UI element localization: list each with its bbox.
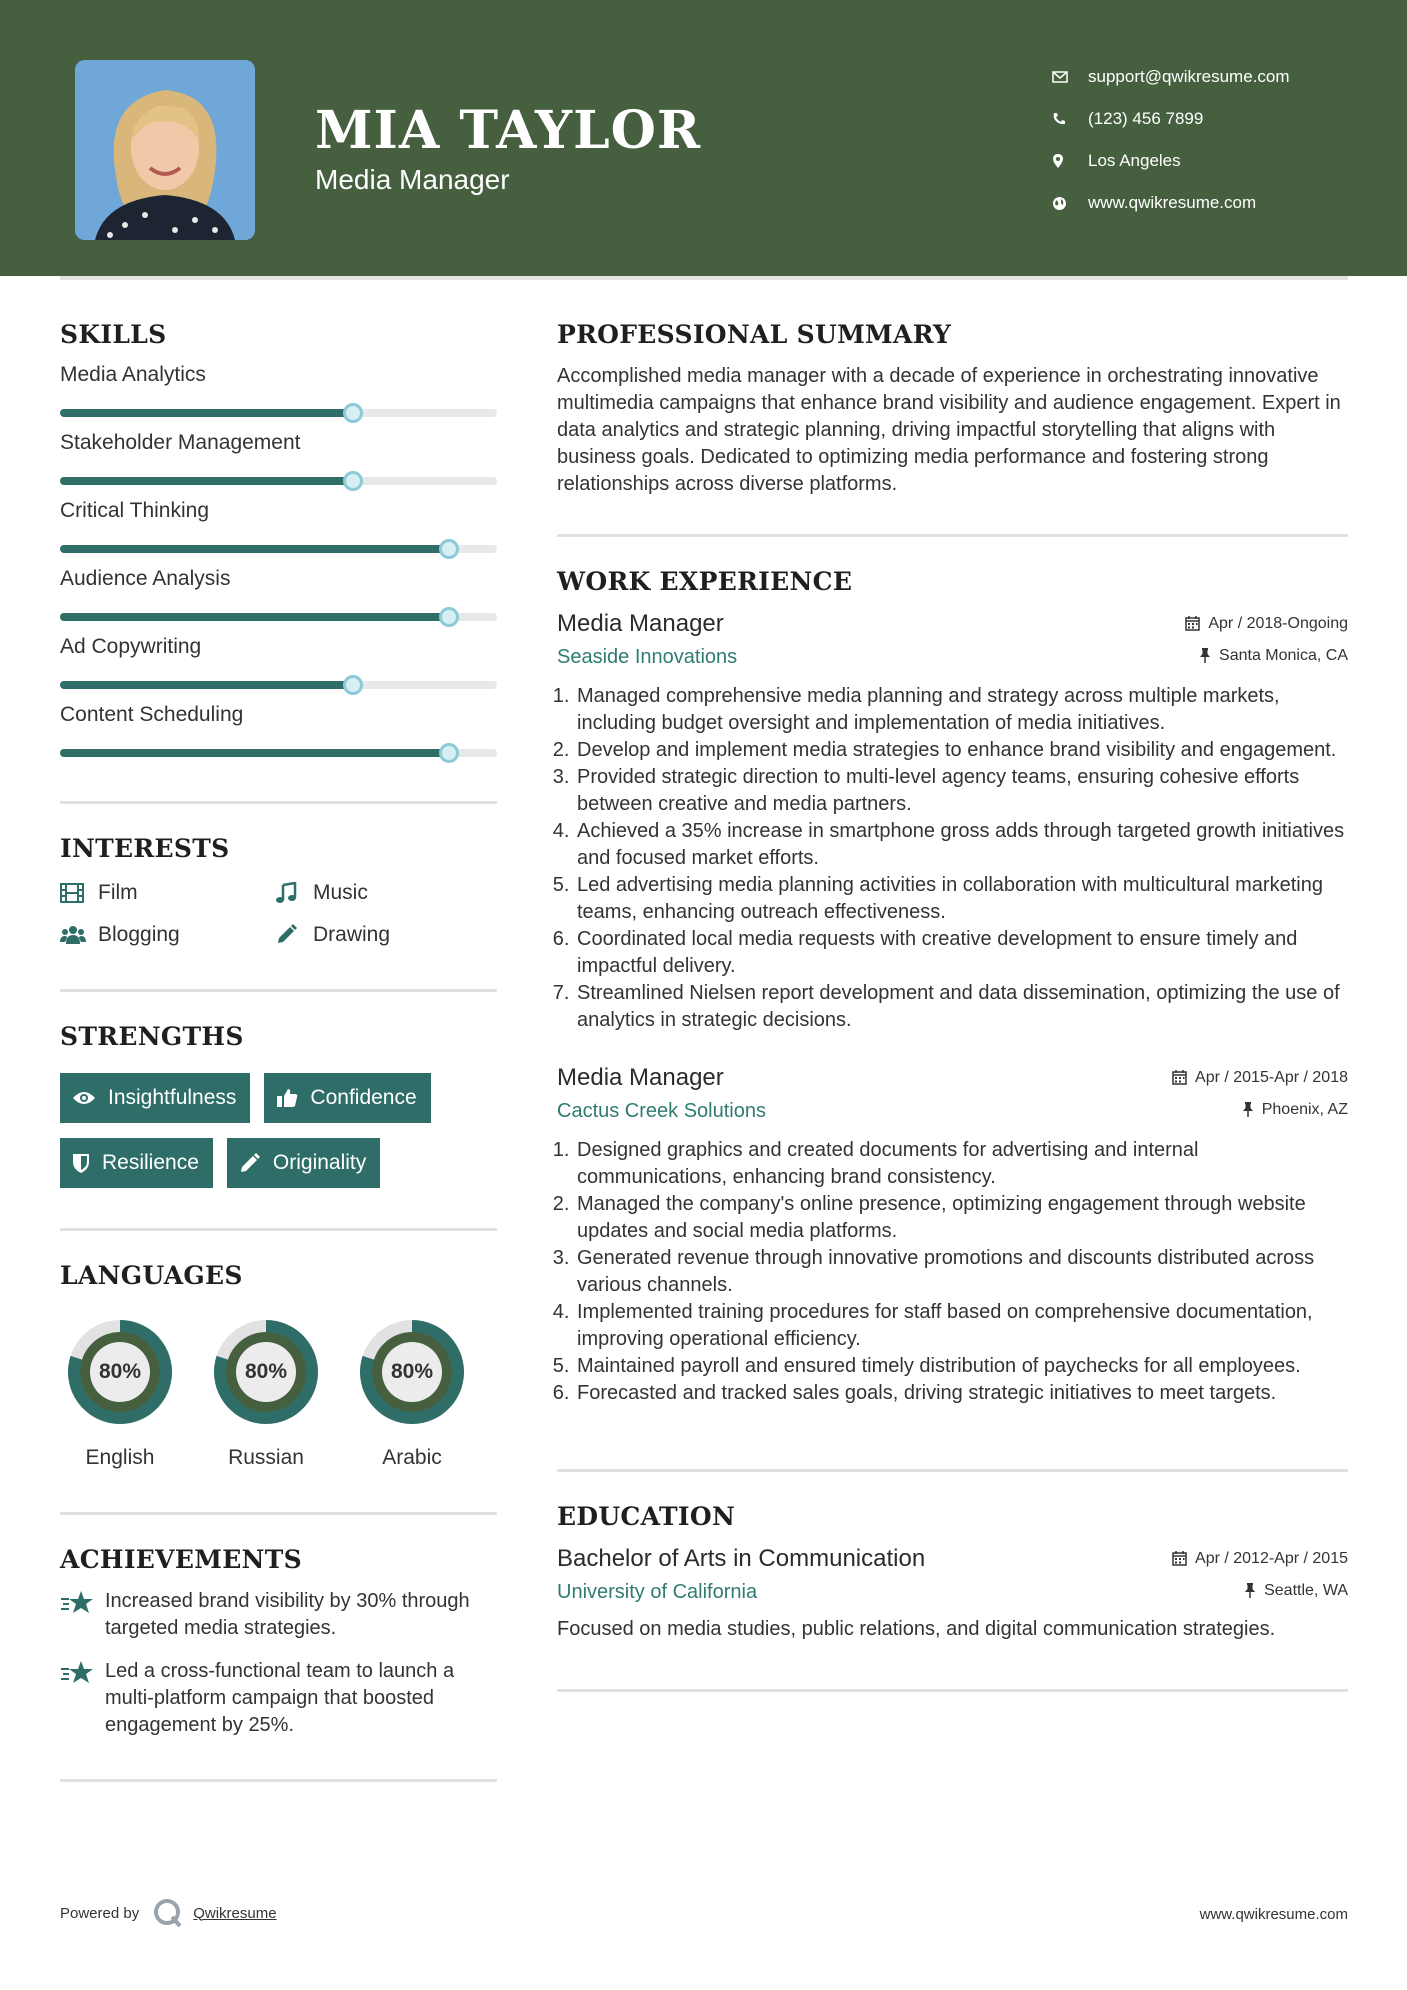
languages-list [60,1312,497,1470]
header-divider [60,276,1348,280]
footer-website[interactable]: www.qwikresume.com [1199,1906,1348,1923]
contact-phone[interactable] [1050,98,1370,140]
skill-bar-fill [60,545,449,553]
map-pin-icon [1050,153,1088,169]
section-divider [60,1512,497,1515]
skill-bar [60,409,497,417]
languages-heading: LANGUAGES [60,1261,243,1290]
education-school: University of California [557,1581,758,1603]
music-icon [275,882,313,904]
summary-text: Accomplished media manager with a decade of experience in orchestrating innovative multimedia campaigns that enhance brand visibility and audience engagement. Expert in data analytics and strategic planning, driving impactful storytelling that aligns with business goals. Dedicated to optimizing media performance and fostering strong relationships across diverse platforms. [557,365,1341,495]
skill-bar [60,545,497,553]
qwikresume-link[interactable]: Qwikresume [193,1904,277,1922]
skills-heading: SKILLS [60,320,167,349]
job-company: Cactus Creek Solutions [557,1100,766,1122]
interest-label: Drawing [313,923,391,946]
phone-icon [1050,112,1088,126]
language-ring [206,1312,326,1432]
job-dates [1172,1069,1348,1087]
calendar-icon [1185,616,1200,631]
contact-email-text: support@qwikresume.com [1088,67,1290,86]
language-item [352,1312,472,1470]
strengths-heading: STRENGTHS [60,1022,244,1051]
job-bullet: 2. Develop and implement media strategies to enhance brand visibility and engagement. [575,737,1348,764]
skill-bar [60,681,497,689]
language-ring [60,1312,180,1432]
job-location [1242,1101,1348,1119]
calendar-icon [1172,1551,1187,1566]
strength-tag [60,1073,250,1123]
skill-bar-knob [439,607,459,627]
qwikresume-logo-icon [153,1898,183,1928]
job-bullets [557,1137,1348,1407]
language-percent: 80% [244,1360,288,1383]
pencil-icon [275,924,313,946]
achievements-heading: ACHIEVEMENTS [60,1545,302,1574]
job-company: Seaside Innovations [557,646,738,668]
pushpin-icon [1199,648,1211,663]
job-bullet: 3. Generated revenue through innovative promotions and discounts distributed across various channels. [575,1245,1348,1299]
skill-bar-fill [60,749,449,757]
achievement-text: Increased brand visibility by 30% through targeted media strategies. [105,1590,470,1639]
contact-location-text: Los Angeles [1088,151,1181,170]
job-bullet: 5. Led advertising media planning activities in collaboration with multicultural marketing teams, enhancing outreach effectiveness. [575,872,1348,926]
job-location [1199,647,1348,665]
skill-name: Media Analytics [60,363,206,386]
section-divider [557,534,1348,537]
skill-name: Critical Thinking [60,499,209,522]
job-entry [557,1064,1348,1407]
skill-bar-knob [439,743,459,763]
interest-item [275,881,490,905]
skill-bar-fill [60,477,353,485]
users-icon [60,925,98,945]
education-dates [1172,1550,1348,1568]
job-bullet: 1. Designed graphics and created documents for advertising and internal communications, enhancing brand consistency. [575,1137,1348,1191]
skill-bar-knob [343,675,363,695]
strength-label: Insightfulness [108,1086,237,1109]
strength-label: Resilience [102,1151,199,1174]
interest-label: Blogging [98,923,180,946]
skill-bar-knob [439,539,459,559]
pushpin-icon [1242,1102,1254,1117]
skill-item [60,499,497,553]
language-label: English [85,1446,155,1469]
language-percent: 80% [98,1360,142,1383]
interest-item [60,923,275,947]
language-percent: 80% [390,1360,434,1383]
left-column [60,320,497,1782]
interest-item [275,923,490,947]
right-column [557,320,1348,1692]
job-bullet: 5. Maintained payroll and ensured timely distribution of paychecks for all employees. [575,1353,1348,1380]
skills-list [60,363,497,757]
job-dates-text: Apr / 2018-Ongoing [1208,614,1348,632]
contact-list [1050,56,1370,224]
contact-location [1050,140,1370,182]
job-bullets [557,683,1348,1034]
job-bullet: 4. Achieved a 35% increase in smartphone gross adds through targeted growth initiatives and focused market efforts. [575,818,1348,872]
header-banner [0,0,1407,276]
achievement-text: Led a cross-functional team to launch a multi-platform campaign that boosted engagement by 25%. [105,1660,455,1736]
job-entry [557,610,1348,1034]
skill-name: Content Scheduling [60,703,244,726]
experience-heading: WORK EXPERIENCE [557,567,853,596]
section-divider [60,1228,497,1231]
skill-item [60,635,497,689]
strengths-list [60,1073,497,1188]
education-location-text: Seattle, WA [1264,1581,1348,1599]
section-divider [60,1779,497,1782]
candidate-title: Media Manager [315,164,510,195]
skill-item [60,431,497,485]
skill-bar-knob [343,471,363,491]
achievement-item [60,1588,497,1642]
calendar-icon [1172,1070,1187,1085]
section-divider [557,1469,1348,1472]
job-bullet: 3. Provided strategic direction to multi-level agency teams, ensuring cohesive efforts between creative and media partners. [575,764,1348,818]
strength-tag [60,1138,213,1188]
job-dates-text: Apr / 2015-Apr / 2018 [1195,1068,1348,1086]
achievements-list [60,1588,497,1739]
job-dates [1185,615,1348,633]
language-label: Arabic [382,1446,442,1469]
language-label: Russian [228,1446,304,1469]
skill-item [60,703,497,757]
skill-bar [60,749,497,757]
skill-bar-fill [60,613,449,621]
strength-tag [264,1073,430,1123]
education-dates-text: Apr / 2012-Apr / 2015 [1195,1549,1348,1567]
job-bullet: 6. Forecasted and tracked sales goals, driving strategic initiatives to meet targets. [575,1380,1348,1407]
skill-bar-fill [60,681,353,689]
summary-heading: PROFESSIONAL SUMMARY [557,320,952,349]
contact-phone-text: (123) 456 7899 [1088,109,1204,128]
education-description: Focused on media studies, public relations, and digital communication strategies. [557,1618,1276,1640]
powered-by-label: Powered by [60,1904,140,1922]
globe-icon [1050,196,1088,211]
profile-photo [75,60,255,240]
section-divider [60,989,497,992]
education-degree: Bachelor of Arts in Communication [557,1545,926,1572]
job-location-text: Santa Monica, CA [1219,646,1348,664]
language-item [206,1312,326,1470]
interest-label: Music [313,881,368,904]
contact-website-text: www.qwikresume.com [1088,193,1257,212]
skill-name: Audience Analysis [60,567,231,590]
film-icon [60,883,98,903]
shield-icon [72,1152,90,1174]
star-icon [60,1658,105,1739]
footer-powered-by [60,1898,277,1928]
contact-email[interactable] [1050,56,1370,98]
education-entry [557,1545,1348,1643]
job-bullet: 4. Implemented training procedures for staff based on comprehensive documentation, improving operational efficiency. [575,1299,1348,1353]
section-divider [60,801,497,804]
education-location [1244,1582,1348,1600]
skill-item [60,567,497,621]
star-icon [60,1588,105,1642]
interest-item [60,881,275,905]
skill-bar [60,477,497,485]
pushpin-icon [1244,1583,1256,1598]
job-bullet: 7. Streamlined Nielsen report development and data dissemination, optimizing the use of analytics in strategic decisions. [575,980,1348,1034]
interests-heading: INTERESTS [60,834,230,863]
job-title: Media Manager [557,610,724,637]
language-item [60,1312,180,1470]
strength-tag [227,1138,380,1188]
skill-name: Stakeholder Management [60,431,301,454]
interests-list [60,881,497,947]
job-location-text: Phoenix, AZ [1261,1100,1348,1118]
strength-label: Originality [272,1151,367,1174]
strength-label: Confidence [310,1086,417,1109]
candidate-name: MIA TAYLOR [315,100,702,161]
skill-bar-knob [343,403,363,423]
job-title: Media Manager [557,1064,724,1091]
eye-icon [72,1090,96,1106]
envelope-icon [1050,71,1088,83]
language-ring [352,1312,472,1432]
thumbs-up-icon [276,1088,298,1108]
skill-name: Ad Copywriting [60,635,202,658]
skill-bar [60,613,497,621]
education-heading: EDUCATION [557,1502,736,1531]
interest-label: Film [98,881,138,904]
skill-bar-fill [60,409,353,417]
skill-item [60,363,497,417]
pencil-icon [239,1152,261,1174]
section-divider [557,1689,1348,1692]
job-bullet: 6. Coordinated local media requests with creative development to ensure timely and impactful delivery. [575,926,1348,980]
achievement-item [60,1658,497,1739]
job-bullet: 1. Managed comprehensive media planning and strategy across multiple markets, including budget oversight and implementation of media initiatives. [575,683,1348,737]
job-bullet: 2. Managed the company's online presence, optimizing engagement through website updates and social media platforms. [575,1191,1348,1245]
contact-website[interactable] [1050,182,1370,224]
